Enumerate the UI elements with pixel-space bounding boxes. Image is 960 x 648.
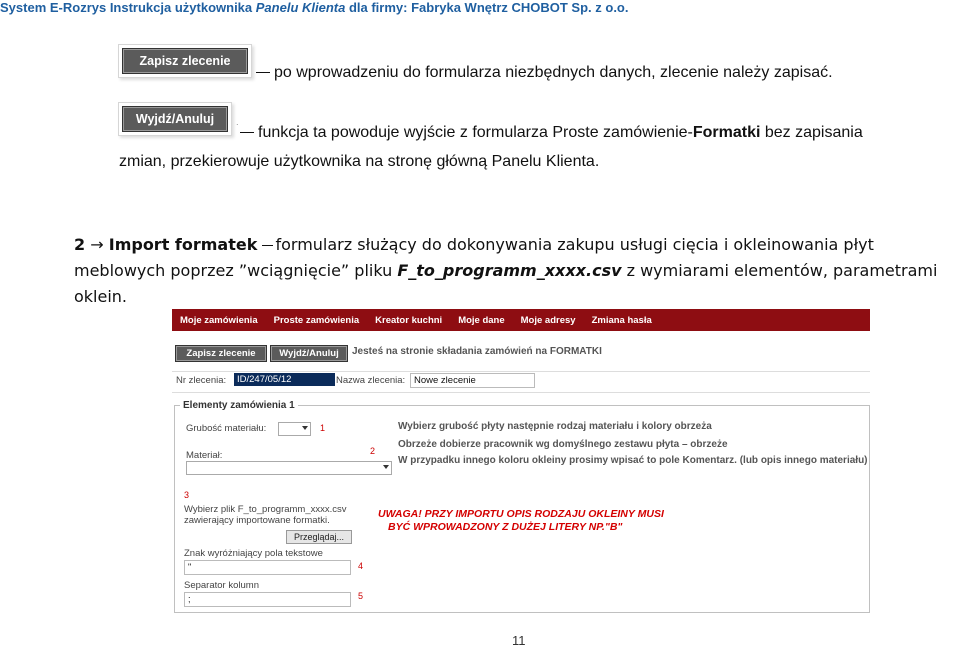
marker-5: 5 <box>358 591 364 601</box>
dash <box>240 132 254 133</box>
dash <box>256 72 270 73</box>
exit-description-line2: zmian, przekierowuje użytkownika na stronę główną Panelu Klienta. <box>119 153 600 170</box>
nav-kreator-kuchni[interactable]: Kreator kuchni <box>375 314 443 326</box>
nav-moje-adresy[interactable]: Moje adresy <box>520 314 576 326</box>
file-name: F_to_programm_xxxx.csv <box>397 261 622 280</box>
order-name-label: Nazwa zlecenia: <box>336 375 406 386</box>
marker-3: 3 <box>184 490 190 500</box>
order-no-label: Nr zlecenia: <box>176 375 227 386</box>
text-marker-label: Znak wyróżniający pola tekstowe <box>184 548 323 559</box>
section2-line1 <box>74 232 874 258</box>
location-text: Jesteś na stronie składania zamówień na FORMATKI <box>352 346 602 357</box>
chevron-down-icon <box>383 465 389 469</box>
material-select[interactable] <box>186 461 392 475</box>
info-2: Obrzeże dobierze pracownik wg domyślnego zestawu płyta – obrzeże <box>398 439 728 450</box>
nav-moje-zamowienia[interactable]: Moje zamówienia <box>180 314 258 326</box>
exit-button[interactable]: Wyjdź/Anuluj <box>122 106 228 132</box>
warning-line-1: UWAGA! PRZY IMPORTU OPIS RODZAJU OKLEINY MUSI <box>378 508 664 520</box>
app-screenshot <box>172 309 870 615</box>
nav-moje-dane[interactable]: Moje dane <box>458 314 505 326</box>
save-description <box>256 60 833 86</box>
arrow-icon: → <box>90 235 104 254</box>
save-button-illustration <box>118 44 252 78</box>
header-text-1: System E-Rozrys Instrukcja użytkownika <box>0 0 256 15</box>
app-exit-button[interactable]: Wyjdź/Anuluj <box>270 345 348 362</box>
document-header <box>0 0 629 15</box>
section2-line2-c: z wymiarami elementów, parametrami <box>621 261 938 280</box>
app-save-button[interactable]: Zapisz zlecenie <box>175 345 267 362</box>
grubosc-select[interactable] <box>278 422 311 436</box>
separator-label: Separator kolumn <box>184 580 259 591</box>
stray-dot: . <box>236 118 239 127</box>
nav-zmiana-hasla[interactable]: Zmiana hasła <box>591 314 652 326</box>
section2-line2 <box>74 258 937 284</box>
exit-line1-b: Formatki <box>692 124 761 141</box>
warning-line-2: BYĆ WPROWADZONY Z DUŻEJ LITERY NP."B" <box>388 521 623 533</box>
nav-proste-zamowienia[interactable]: Proste zamówienia <box>273 314 360 326</box>
page-number: 11 <box>512 633 526 648</box>
exit-button-illustration <box>118 102 232 136</box>
marker-1: 1 <box>320 423 326 433</box>
file-label-2: zawierający importowane formatki. <box>184 515 330 526</box>
text-marker-input[interactable]: " <box>184 560 351 575</box>
section2-line2-b: ”wciągnięcie” pliku <box>238 261 398 280</box>
dash <box>262 245 273 246</box>
info-3: W przypadku innego koloru okleiny prosimy wpisać to pole Komentarz. (lub opis innego materiału) <box>398 455 868 466</box>
header-text-3: dla firmy: Fabryka Wnętrz CHOBOT Sp. z o.o. <box>345 0 629 15</box>
exit-description-line1 <box>240 120 863 146</box>
section2-line1-rest: formularz służący do dokonywania zakupu usługi cięcia i okleinowania płyt <box>275 235 874 254</box>
section-number: 2 <box>74 235 86 254</box>
browse-button[interactable]: Przeglądaj... <box>286 530 352 544</box>
file-label-1: Wybierz plik F_to_programm_xxxx.csv <box>184 504 347 515</box>
marker-4: 4 <box>358 561 364 571</box>
save-button[interactable]: Zapisz zlecenie <box>122 48 248 74</box>
section2-line3: oklein. <box>74 287 128 306</box>
separator-input[interactable]: ; <box>184 592 351 607</box>
section2-line2-a: meblowych poprzez <box>74 261 239 280</box>
chevron-down-icon <box>302 426 308 430</box>
app-nav-bar <box>172 309 870 331</box>
exit-line1-a: funkcja ta powoduje wyjście z formularza Proste zamówienie- <box>258 124 693 141</box>
header-text-2: Panelu Klienta <box>255 0 346 15</box>
save-description-text: po wprowadzeniu do formularza niezbędnych danych, zlecenie należy zapisać. <box>274 64 833 81</box>
material-label: Materiał: <box>186 450 223 461</box>
order-no-input[interactable]: ID/247/05/12 <box>234 373 335 386</box>
order-name-input[interactable]: Nowe zlecenie <box>410 373 535 388</box>
info-1: Wybierz grubość płyty następnie rodzaj materiału i kolory obrzeża <box>398 421 712 432</box>
grubosc-label: Grubość materiału: <box>186 423 267 434</box>
fieldset-legend: Elementy zamówienia 1 <box>180 400 298 411</box>
exit-line1-c: bez zapisania <box>760 124 863 141</box>
section-title: Import formatek <box>108 235 258 254</box>
marker-2: 2 <box>370 446 376 456</box>
